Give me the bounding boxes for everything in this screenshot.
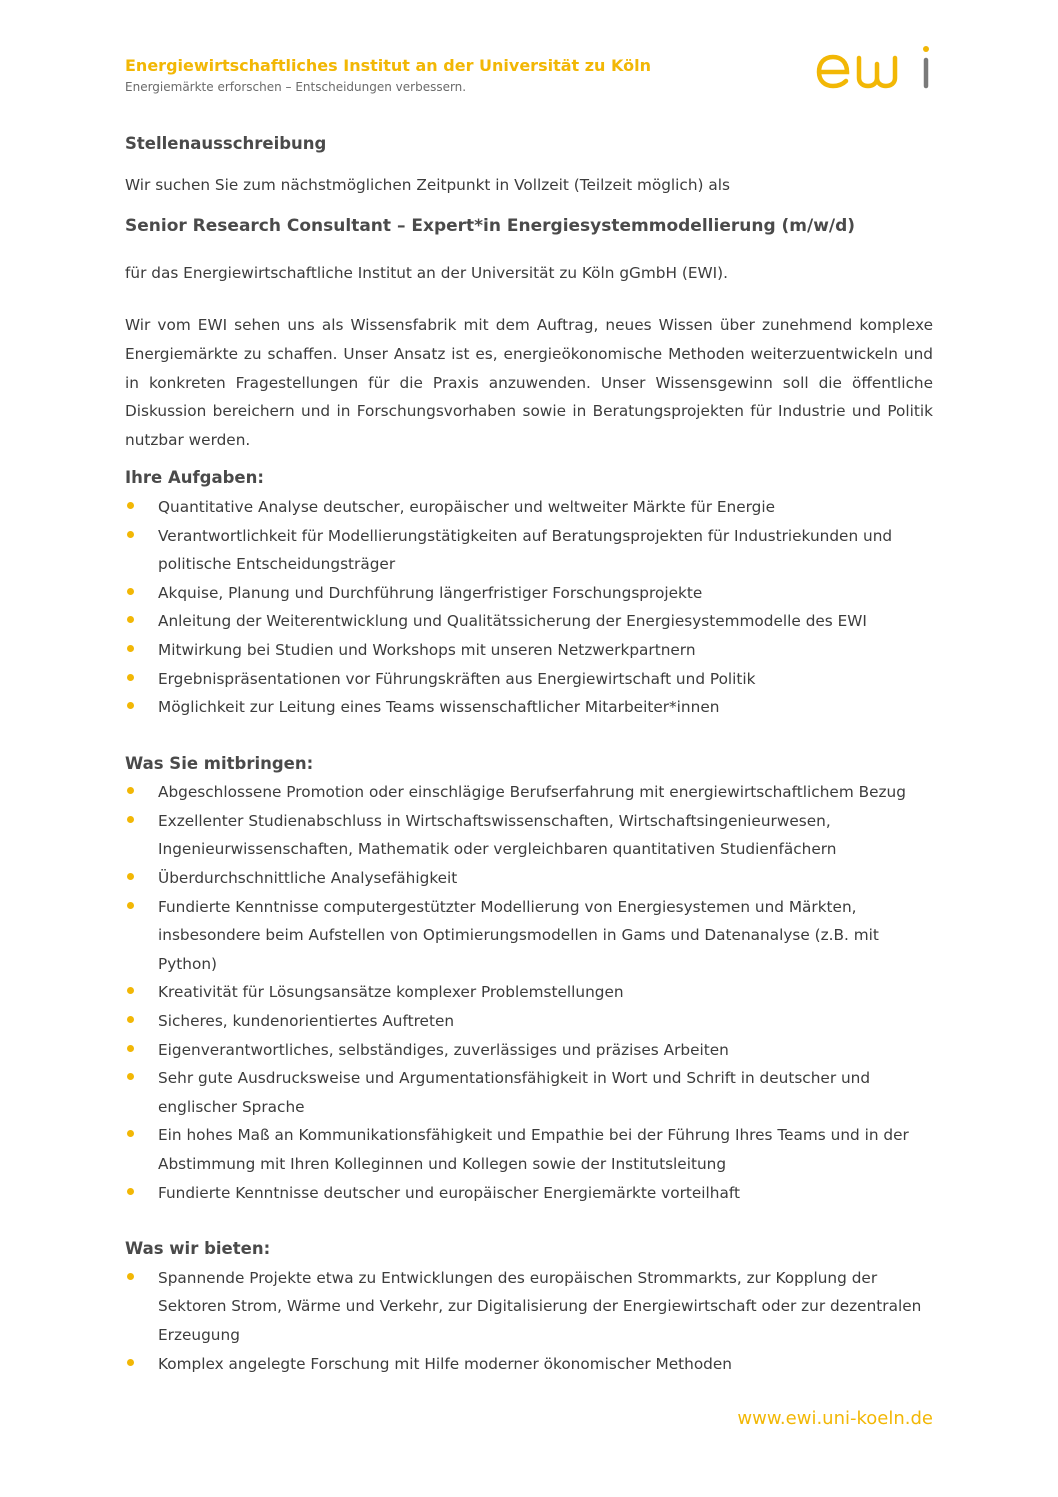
list-item: Fundierte Kenntnisse deutscher und europäischer Energiemärkte vorteilhaft [125,1179,933,1208]
list-item: Komplex angelegte Forschung mit Hilfe moderner ökonomischer Methoden [125,1350,933,1379]
requirements-list [125,778,933,1207]
list-item: Abgeschlossene Promotion oder einschlägige Berufserfahrung mit energiewirtschaftlichem Bezug [125,778,933,807]
list-item: Akquise, Planung und Durchführung längerfristiger Forschungsprojekte [125,579,933,608]
offer-list [125,1264,933,1378]
about-paragraph: Wir vom EWI sehen uns als Wissensfabrik mit dem Auftrag, neues Wissen über zunehmend komplexe Energiemärkte zu schaffen. Unser Ansatz ist es, energieökonomische Methoden weiterzuentwickeln und in konkreten Fragestellungen für die Praxis anzuwenden. Unser Wissensgewinn soll die öffentliche Diskussion bereichern und in Forschungsvorhaben sowie in Beratungsprojekten für Industrie und Politik nutzbar werden. [125,316,933,449]
list-item: Überdurchschnittliche Analysefähigkeit [125,864,933,893]
posting-heading: Stellenausschreibung [125,134,327,153]
list-item: Verantwortlichkeit für Modellierungstätigkeiten auf Beratungsprojekten für Industriekunden und politische Entscheidungsträger [125,522,933,579]
list-item: Ergebnispräsentationen vor Führungskräften aus Energiewirtschaft und Politik [125,665,933,694]
list-item: Spannende Projekte etwa zu Entwicklungen des europäischen Strommarkts, zur Kopplung der Sektoren Strom, Wärme und Verkehr, zur Digitalisierung der Energiewirtschaft oder zur dezentralen Erzeugung [125,1264,933,1350]
list-item: Sicheres, kundenorientiertes Auftreten [125,1007,933,1036]
institute-name: Energiewirtschaftliches Institut an der Universität zu Köln [125,56,651,75]
website-link[interactable]: www.ewi.uni-koeln.de [737,1408,933,1429]
offer-heading: Was wir bieten: [125,1239,271,1259]
requirements-heading: Was Sie mitbringen: [125,753,314,773]
intro-text: Wir suchen Sie zum nächstmöglichen Zeitpunkt in Vollzeit (Teilzeit möglich) als [125,175,730,194]
list-item: Sehr gute Ausdrucksweise und Argumentationsfähigkeit in Wort und Schrift in deutscher und englischer Sprache [125,1064,933,1121]
list-item: Mitwirkung bei Studien und Workshops mit unseren Netzwerkpartnern [125,636,933,665]
ewi-logo [815,42,933,92]
tasks-heading: Ihre Aufgaben: [125,468,264,488]
list-item: Möglichkeit zur Leitung eines Teams wissenschaftlicher Mitarbeiter*innen [125,693,933,722]
job-posting [125,130,933,1378]
list-item: Kreativität für Lösungsansätze komplexer Problemstellungen [125,978,933,1007]
list-item: Quantitative Analyse deutscher, europäischer und weltweiter Märkte für Energie [125,493,933,522]
list-item: Eigenverantwortliches, selbständiges, zuverlässiges und präzises Arbeiten [125,1036,933,1065]
list-item: Anleitung der Weiterentwicklung und Qualitätssicherung der Energiesystemmodelle des EWI [125,607,933,636]
list-item: Exzellenter Studienabschluss in Wirtschaftswissenschaften, Wirtschaftsingenieurwesen, Ingenieurwissenschaften, Mathematik oder vergleichbaren quantitativen Studienfächern [125,807,933,864]
list-item: Fundierte Kenntnisse computergestützter Modellierung von Energiesystemen und Märkten, insbesondere beim Aufstellen von Optimierungsmodellen in Gams und Datenanalyse (z.B. mit Python) [125,893,933,979]
employer-text: für das Energiewirtschaftliche Institut an der Universität zu Köln gGmbH (EWI). [125,263,728,282]
tasks-list [125,493,933,722]
list-item: Ein hohes Maß an Kommunikationsfähigkeit und Empathie bei der Führung Ihres Teams und in der Abstimmung mit Ihren Kolleginnen und Kollegen sowie der Institutsleitung [125,1121,933,1178]
job-title: Senior Research Consultant – Expert*in Energiesystemmodellierung (m/w/d) [125,216,856,237]
institute-tagline: Energiemärkte erforschen – Entscheidungen verbessern. [125,80,467,94]
